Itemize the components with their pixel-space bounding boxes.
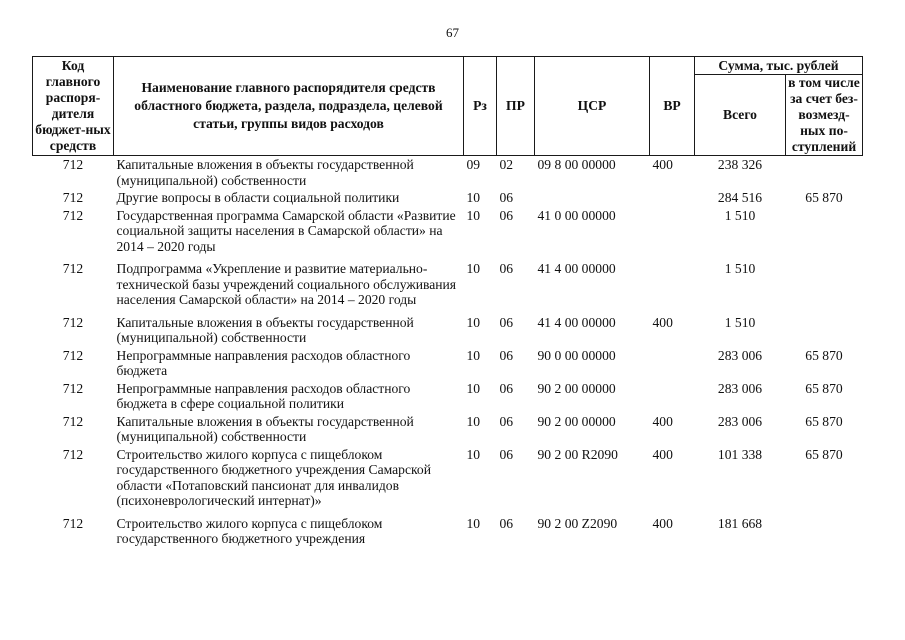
cell-total: 283 006 xyxy=(717,347,763,363)
header-sum-group: Сумма, тыс. рублей xyxy=(695,57,863,75)
cell-vr: 400 xyxy=(652,446,673,462)
cell-pr: 06 xyxy=(499,515,514,531)
cell-free xyxy=(786,510,863,548)
cell-total: 1 510 xyxy=(724,261,756,276)
cell-total: 283 006 xyxy=(717,413,763,429)
budget-table xyxy=(32,56,863,548)
cell-rz: 10 xyxy=(466,413,481,429)
table-row xyxy=(33,347,863,380)
cell-csr: 41 4 00 00000 xyxy=(537,261,616,276)
cell-code: 712 xyxy=(62,314,84,330)
cell-code: 712 xyxy=(62,347,84,363)
cell-pr: 06 xyxy=(499,314,514,330)
table-row xyxy=(33,413,863,446)
cell-csr: 90 0 00 00000 xyxy=(537,347,616,363)
cell-name: Капитальные вложения в объекты государственной (муниципальной) собственности xyxy=(116,157,414,188)
cell-csr: 90 2 00 00000 xyxy=(537,413,616,429)
cell-rz: 10 xyxy=(466,190,481,205)
cell-code: 712 xyxy=(62,515,84,531)
cell-name: Капитальные вложения в объекты государственной (муниципальной) собственности xyxy=(116,413,414,444)
cell-vr xyxy=(650,189,695,207)
cell-csr: 09 8 00 00000 xyxy=(537,157,616,172)
cell-free xyxy=(786,255,863,309)
cell-pr: 06 xyxy=(499,207,514,223)
header-pr: ПР xyxy=(497,57,535,156)
cell-pr: 06 xyxy=(499,446,514,462)
cell-vr: 400 xyxy=(652,157,673,172)
cell-total: 1 510 xyxy=(724,314,756,330)
cell-pr: 06 xyxy=(499,347,514,363)
cell-free: 65 870 xyxy=(805,190,843,205)
cell-name: Подпрограмма «Укрепление и развитие материально-технической базы учреждений социального обслуживания населения Самарской области» на 2014 – 2020 годы xyxy=(116,261,457,307)
cell-csr: 90 2 00 R2090 xyxy=(537,446,618,462)
cell-vr xyxy=(650,380,695,413)
cell-rz: 10 xyxy=(466,380,481,396)
header-name: Наименование главного распорядителя средств областного бюджета, раздела, подраздела, целевой статьи, группы видов расходов xyxy=(114,57,464,156)
cell-vr: 400 xyxy=(652,314,673,330)
cell-total: 101 338 xyxy=(717,446,763,462)
cell-code: 712 xyxy=(62,207,84,223)
header-rz: Рз xyxy=(464,57,497,156)
cell-rz: 10 xyxy=(466,446,481,462)
cell-free xyxy=(786,207,863,256)
cell-code: 712 xyxy=(62,261,84,276)
cell-code: 712 xyxy=(62,380,84,396)
cell-name: Капитальные вложения в объекты государственной (муниципальной) собственности xyxy=(116,314,414,345)
page-number: 67 xyxy=(446,25,459,40)
cell-name: Государственная программа Самарской области «Развитие социальной защиты населения в Самарской области» на 2014 – 2020 годы xyxy=(116,207,456,254)
cell-csr: 41 4 00 00000 xyxy=(537,314,616,330)
cell-vr xyxy=(650,255,695,309)
cell-csr: 41 0 00 00000 xyxy=(537,207,616,223)
cell-vr xyxy=(650,347,695,380)
cell-free: 65 870 xyxy=(805,413,843,429)
cell-vr xyxy=(650,207,695,256)
cell-name: Строительство жилого корпуса с пищеблоком государственного бюджетного учреждения xyxy=(116,515,383,546)
cell-csr: 90 2 00 00000 xyxy=(537,380,616,396)
cell-pr: 02 xyxy=(499,157,514,172)
cell-total: 1 510 xyxy=(724,207,756,223)
cell-vr: 400 xyxy=(652,413,673,429)
cell-total: 284 516 xyxy=(717,190,763,205)
cell-free xyxy=(786,156,863,190)
cell-total: 283 006 xyxy=(717,380,763,396)
table-row xyxy=(33,309,863,347)
cell-rz: 10 xyxy=(466,515,481,531)
header-code: Код главного распоря-дителя бюджет-ных средств xyxy=(33,57,114,156)
cell-free xyxy=(786,309,863,347)
table-row xyxy=(33,189,863,207)
cell-pr: 06 xyxy=(499,413,514,429)
header-free: в том числе за счет без-возмезд-ных по-ступлений xyxy=(786,75,863,156)
cell-free: 65 870 xyxy=(805,446,843,462)
cell-code: 712 xyxy=(62,446,84,462)
cell-free: 65 870 xyxy=(805,347,843,363)
table-row xyxy=(33,446,863,510)
cell-name: Другие вопросы в области социальной политики xyxy=(116,190,400,205)
cell-name: Строительство жилого корпуса с пищеблоком государственного бюджетного учреждения Самарской области «Потаповский пансионат для инвалидов (психоневрологический интернат)» xyxy=(116,446,431,508)
cell-pr: 06 xyxy=(499,380,514,396)
cell-free: 65 870 xyxy=(805,380,843,396)
header-csr: ЦСР xyxy=(535,57,650,156)
header-vr: ВР xyxy=(650,57,695,156)
table-row xyxy=(33,207,863,256)
cell-rz: 10 xyxy=(466,261,481,276)
cell-code: 712 xyxy=(62,413,84,429)
cell-code: 712 xyxy=(62,190,84,205)
table-row xyxy=(33,255,863,309)
cell-total: 238 326 xyxy=(717,157,763,172)
cell-name: Непрограммные направления расходов областного бюджета в сфере социальной политики xyxy=(116,380,411,411)
cell-vr: 400 xyxy=(652,515,673,531)
table-row xyxy=(33,156,863,190)
table-row xyxy=(33,380,863,413)
cell-pr: 06 xyxy=(499,190,514,205)
table-row xyxy=(33,510,863,548)
cell-csr xyxy=(535,189,650,207)
cell-code: 712 xyxy=(62,157,84,172)
cell-rz: 09 xyxy=(466,157,481,172)
cell-csr: 90 2 00 Z2090 xyxy=(537,515,618,531)
cell-rz: 10 xyxy=(466,314,481,330)
cell-pr: 06 xyxy=(499,261,514,276)
cell-rz: 10 xyxy=(466,207,481,223)
cell-total: 181 668 xyxy=(717,515,763,531)
cell-rz: 10 xyxy=(466,347,481,363)
cell-name: Непрограммные направления расходов областного бюджета xyxy=(116,347,411,378)
header-total: Всего xyxy=(695,75,786,156)
